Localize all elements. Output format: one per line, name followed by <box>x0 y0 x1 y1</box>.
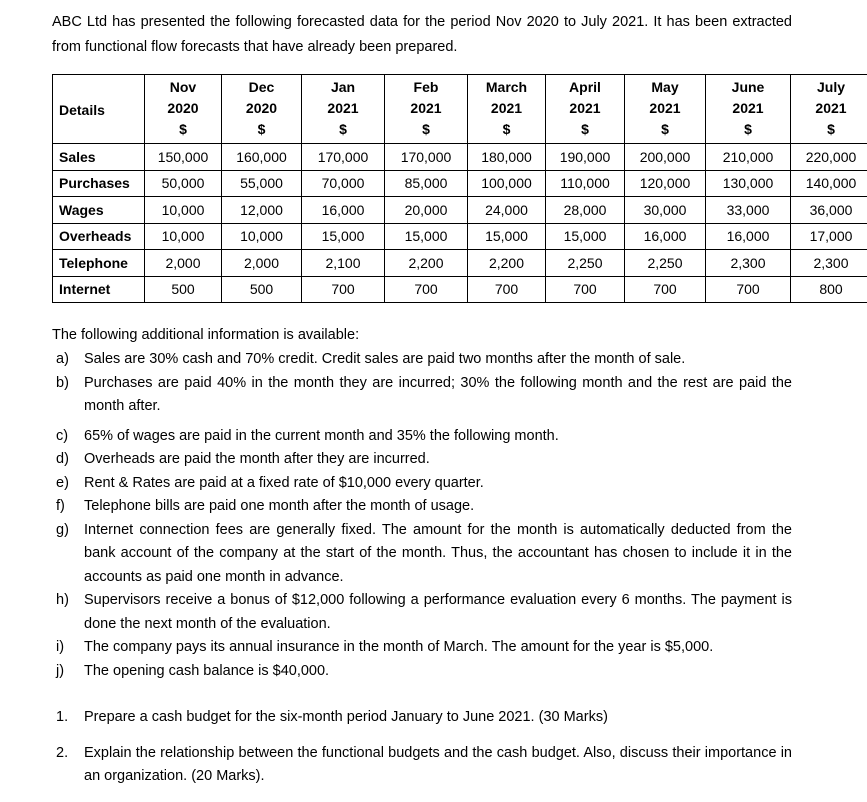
column-header: Feb 2021 $ <box>385 75 468 144</box>
table-cell: 120,000 <box>625 170 706 197</box>
additional-info-heading: The following additional information is available: <box>52 327 360 343</box>
table-body <box>53 144 867 303</box>
table-cell: 24,000 <box>468 197 546 224</box>
info-item <box>52 372 792 419</box>
table-cell: 140,000 <box>791 170 867 197</box>
info-item <box>52 519 792 590</box>
table-cell: 2,200 <box>468 250 546 277</box>
table-cell: 2,300 <box>791 250 867 277</box>
table-cell: 10,000 <box>145 197 222 224</box>
row-label: Overheads <box>53 223 145 250</box>
table-cell: 16,000 <box>302 197 385 224</box>
table-cell: 700 <box>385 276 468 303</box>
table-cell: 2,000 <box>145 250 222 277</box>
question-list <box>52 706 792 801</box>
table-cell: 15,000 <box>546 223 625 250</box>
table-cell: 100,000 <box>468 170 546 197</box>
table-cell: 160,000 <box>222 144 302 171</box>
row-label: Telephone <box>53 250 145 277</box>
list-marker: 2. <box>56 744 69 761</box>
table-cell: 70,000 <box>302 170 385 197</box>
question-text: Explain the relationship between the functional budgets and the cash budget. Also, discuss their importance in an organization. (20 Marks). <box>84 744 792 784</box>
table-cell: 50,000 <box>145 170 222 197</box>
info-text: Internet connection fees are generally fixed. The amount for the month is automatically deducted from the bank account of the company at the start of the month. Thus, the accountant has chosen to include it in the accounts as paid one month in advance. <box>84 521 792 585</box>
list-marker: g) <box>56 521 69 538</box>
forecast-table <box>52 74 867 303</box>
column-header: May 2021 $ <box>625 75 706 144</box>
list-marker: c) <box>56 427 69 444</box>
table-cell: 170,000 <box>385 144 468 171</box>
table-cell: 33,000 <box>706 197 791 224</box>
list-marker: b) <box>56 374 69 391</box>
info-item <box>52 425 792 449</box>
table-cell: 20,000 <box>385 197 468 224</box>
intro-paragraph: ABC Ltd has presented the following forecasted data for the period Nov 2020 to July 2021. It has been extracted from functional flow forecasts that have already been prepared. <box>52 14 792 55</box>
question-item <box>52 706 792 730</box>
question-text: Prepare a cash budget for the six-month period January to June 2021. (30 Marks) <box>84 709 608 725</box>
column-header: Nov 2020 $ <box>145 75 222 144</box>
column-header: June 2021 $ <box>706 75 791 144</box>
table-cell: 15,000 <box>302 223 385 250</box>
table-cell: 16,000 <box>625 223 706 250</box>
table-cell: 200,000 <box>625 144 706 171</box>
table-header-row <box>53 75 867 144</box>
info-text: Sales are 30% cash and 70% credit. Credit sales are paid two months after the month of sale. <box>84 351 686 367</box>
column-header: Dec 2020 $ <box>222 75 302 144</box>
row-label: Purchases <box>53 170 145 197</box>
table-cell: 500 <box>222 276 302 303</box>
info-text: Rent & Rates are paid at a fixed rate of $10,000 every quarter. <box>84 474 484 491</box>
table-cell: 10,000 <box>222 223 302 250</box>
table-cell: 10,000 <box>145 223 222 250</box>
list-marker: j) <box>56 662 65 679</box>
table-cell: 210,000 <box>706 144 791 171</box>
table-cell: 700 <box>546 276 625 303</box>
list-marker: i) <box>56 639 65 655</box>
info-item <box>52 448 792 472</box>
list-marker: 1. <box>56 709 69 725</box>
table-cell: 180,000 <box>468 144 546 171</box>
table-cell: 700 <box>625 276 706 303</box>
list-marker: d) <box>56 451 69 467</box>
info-text: Overheads are paid the month after they are incurred. <box>84 451 430 467</box>
details-header: Details <box>53 75 145 144</box>
column-header: April 2021 $ <box>546 75 625 144</box>
table-cell: 130,000 <box>706 170 791 197</box>
table-cell: 15,000 <box>385 223 468 250</box>
table-row <box>53 170 867 197</box>
row-label: Sales <box>53 144 145 171</box>
row-label: Internet <box>53 276 145 303</box>
info-text: The opening cash balance is $40,000. <box>84 662 330 679</box>
info-text: Telephone bills are paid one month after the month of usage. <box>84 498 475 514</box>
list-marker: e) <box>56 474 69 491</box>
table-cell: 85,000 <box>385 170 468 197</box>
table-cell: 2,300 <box>706 250 791 277</box>
additional-info-list <box>52 348 792 683</box>
table-row <box>53 144 867 171</box>
info-item <box>52 472 792 496</box>
table-cell: 170,000 <box>302 144 385 171</box>
info-item <box>52 589 792 636</box>
table-cell: 36,000 <box>791 197 867 224</box>
table-cell: 150,000 <box>145 144 222 171</box>
list-marker: a) <box>56 351 69 367</box>
table-cell: 2,200 <box>385 250 468 277</box>
table-cell: 2,250 <box>625 250 706 277</box>
table-row <box>53 197 867 224</box>
table-cell: 220,000 <box>791 144 867 171</box>
table-cell: 55,000 <box>222 170 302 197</box>
table-cell: 17,000 <box>791 223 867 250</box>
column-header: March 2021 $ <box>468 75 546 144</box>
table-cell: 500 <box>145 276 222 303</box>
table-cell: 2,250 <box>546 250 625 277</box>
info-item <box>52 495 792 519</box>
table-cell: 110,000 <box>546 170 625 197</box>
info-text: Supervisors receive a bonus of $12,000 following a performance evaluation every 6 months. The payment is done the next month of the evaluation. <box>84 592 792 632</box>
info-item <box>52 660 792 684</box>
table-row <box>53 250 867 277</box>
column-header: Jan 2021 $ <box>302 75 385 144</box>
info-text: Purchases are paid 40% in the month they are incurred; 30% the following month and the rest are paid the month after. <box>84 374 792 414</box>
table-cell: 15,000 <box>468 223 546 250</box>
question-item <box>52 742 792 789</box>
table-cell: 700 <box>706 276 791 303</box>
table-cell: 800 <box>791 276 867 303</box>
info-text: 65% of wages are paid in the current month and 35% the following month. <box>84 427 559 444</box>
info-text: The company pays its annual insurance in the month of March. The amount for the year is $5,000. <box>84 639 714 655</box>
table-cell: 700 <box>302 276 385 303</box>
table-row <box>53 223 867 250</box>
table-cell: 2,000 <box>222 250 302 277</box>
info-item <box>52 348 792 372</box>
row-label: Wages <box>53 197 145 224</box>
table-cell: 28,000 <box>546 197 625 224</box>
table-cell: 700 <box>468 276 546 303</box>
list-marker: h) <box>56 592 69 608</box>
list-marker: f) <box>56 498 65 514</box>
table-cell: 16,000 <box>706 223 791 250</box>
table-row <box>53 276 867 303</box>
info-item <box>52 636 792 660</box>
table-cell: 30,000 <box>625 197 706 224</box>
table-cell: 2,100 <box>302 250 385 277</box>
column-header: July 2021 $ <box>791 75 867 144</box>
table-cell: 190,000 <box>546 144 625 171</box>
table-cell: 12,000 <box>222 197 302 224</box>
